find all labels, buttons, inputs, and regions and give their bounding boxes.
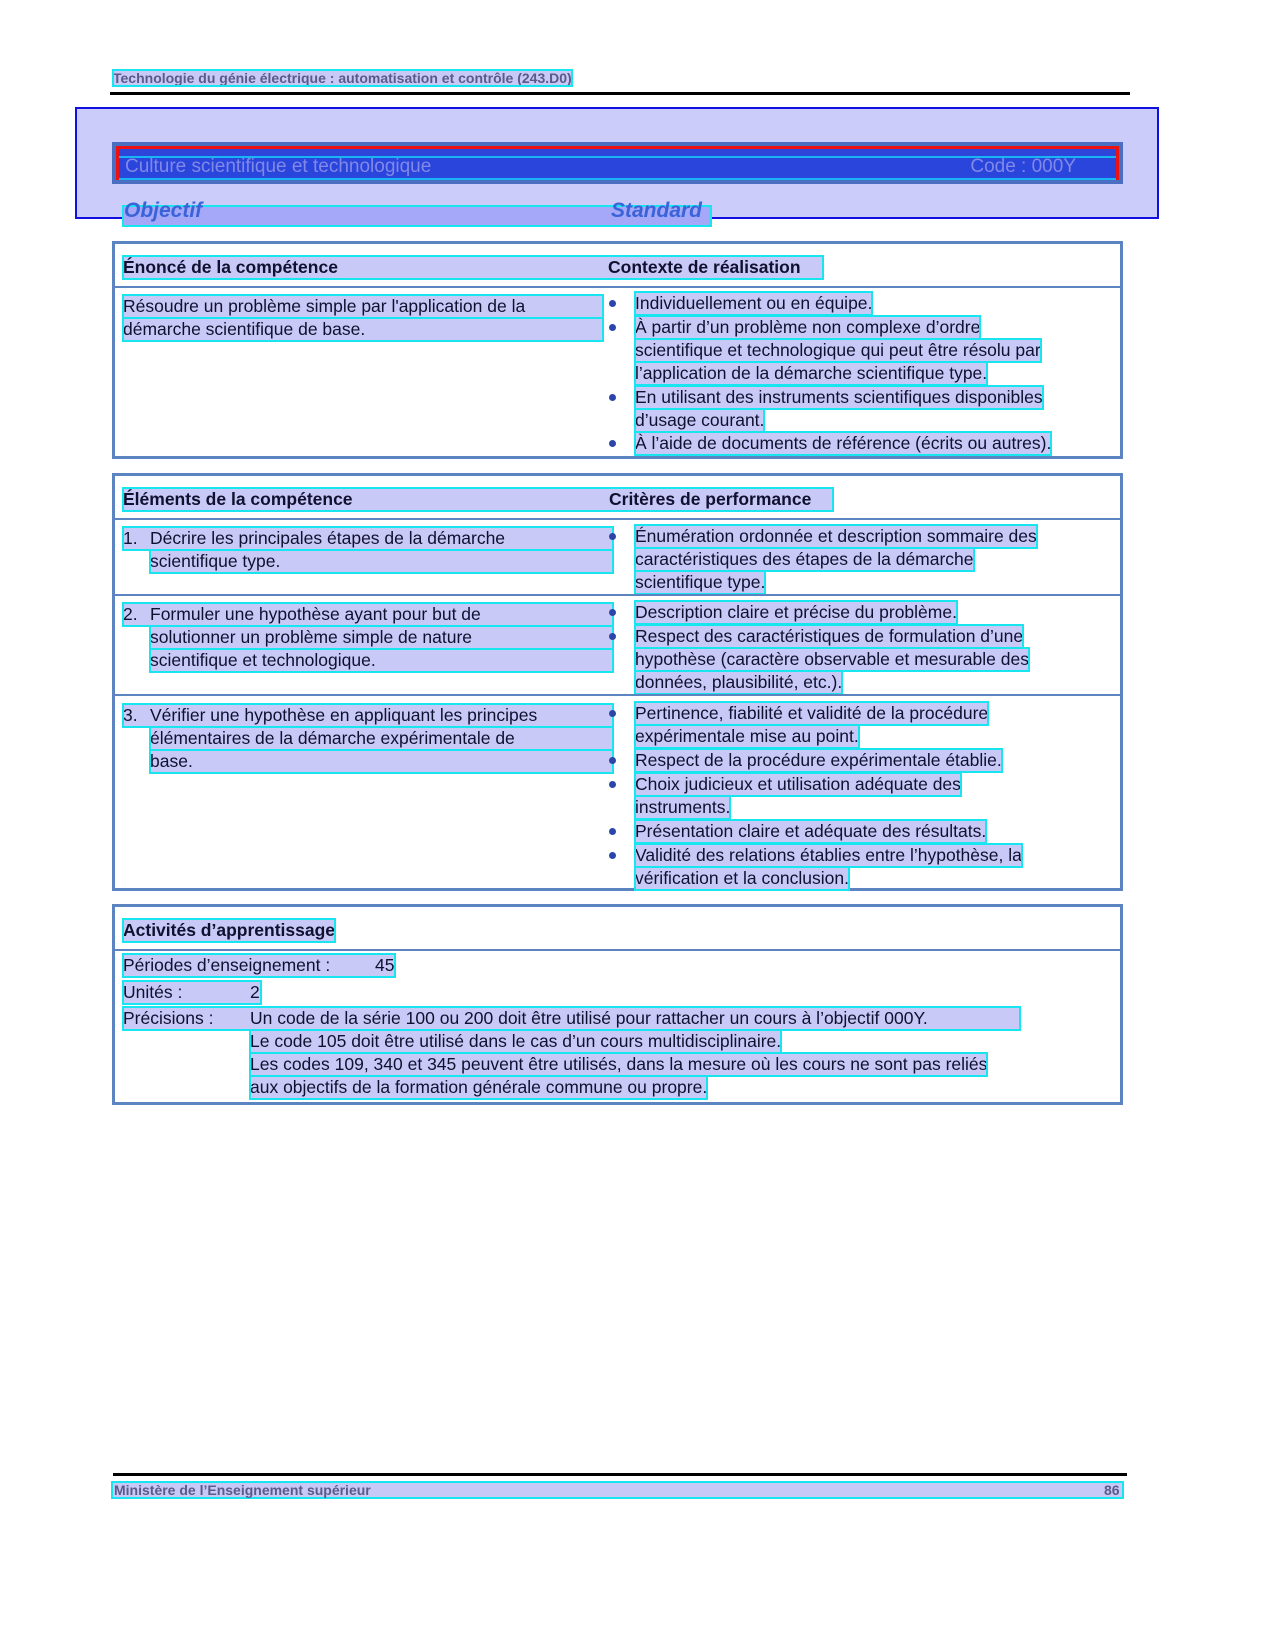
criterion-item: Respect de la procédure expérimentale établie. [635, 750, 1002, 770]
contexte-item: Individuellement ou en équipe. [635, 293, 873, 313]
enonce-text-line: démarche scientifique de base. [123, 318, 603, 341]
periodes-row [123, 954, 395, 977]
criterion-item: Pertinence, fiabilité et validité de la procédure [635, 703, 989, 723]
element-text-cont: élémentaires de la démarche expérimentale de [150, 727, 613, 750]
periodes-label: Périodes d’enseignement : [123, 955, 331, 975]
row-separator [115, 694, 1120, 696]
criterion-item-cont: hypothèse (caractère observable et mesurable des [635, 649, 1029, 669]
bullet-icon [609, 757, 616, 764]
criterion-item-cont: caractéristiques des étapes de la démarche [635, 549, 974, 569]
precisions-line: Les codes 109, 340 et 345 peuvent être utilisés, dans la mesure où les cours ne sont pas reliés [250, 1054, 988, 1074]
contexte-item: En utilisant des instruments scientifiques disponibles [635, 387, 1043, 407]
precisions-line: Un code de la série 100 ou 200 doit être utilisé pour rattacher un cours à l’objectif 000Y. [250, 1008, 928, 1028]
unites-value: 2 [250, 982, 260, 1002]
contexte-item-cont: l’application de la démarche scientifique type. [635, 363, 988, 383]
footer-ministry: Ministère de l’Enseignement supérieur [114, 1482, 371, 1498]
bullet-icon [609, 633, 616, 640]
criterion-item: Présentation claire et adéquate des résultats. [635, 821, 987, 841]
bullet-icon [609, 394, 616, 401]
element-number: 2. [123, 604, 138, 624]
bullet-icon [609, 852, 616, 859]
row-separator [115, 594, 1120, 596]
criterion-item-cont: données, plausibilité, etc.). [635, 672, 843, 692]
element-text-cont: solutionner un problème simple de nature [150, 626, 613, 649]
course-title: Culture scientifique et technologique [125, 156, 432, 177]
course-banner-inner [116, 146, 1119, 180]
elements-heading: Éléments de la compétence [123, 488, 833, 511]
activities-table [112, 904, 1123, 1105]
page-header-program-title: Technologie du génie électrique : automatisation et contrôle (243.D0) [113, 70, 572, 86]
contexte-item-cont: d’usage courant. [635, 410, 765, 430]
element-row-3 [123, 704, 613, 727]
contexte-item: À partir d’un problème non complexe d’ordre [635, 317, 981, 337]
element-text: Décrire les principales étapes de la démarche [150, 528, 506, 548]
criterion-item-cont: vérification et la conclusion. [635, 868, 849, 888]
element-number: 3. [123, 705, 138, 725]
bullet-icon [609, 828, 616, 835]
footer-page-number: 86 [1104, 1482, 1120, 1498]
element-number: 1. [123, 528, 138, 548]
bullet-icon [609, 710, 616, 717]
element-row-2 [123, 603, 613, 626]
bullet-icon [609, 781, 616, 788]
criterion-item-cont: instruments. [635, 797, 731, 817]
column-heading-standard: Standard [611, 199, 703, 222]
precisions-label: Précisions : [123, 1008, 214, 1028]
footer-rule [113, 1473, 1127, 1476]
criterion-item: Respect des caractéristiques de formulation d’une [635, 626, 1024, 646]
criteres-heading: Critères de performance [609, 489, 812, 509]
elements-table [112, 473, 1123, 891]
precisions-line: aux objectifs de la formation générale commune ou propre. [250, 1077, 708, 1097]
contexte-heading: Contexte de réalisation [608, 257, 801, 277]
activities-heading: Activités d’apprentissage [123, 920, 336, 940]
enonce-text-line: Résoudre un problème simple par l'application de la [123, 295, 603, 318]
enonce-heading: Énoncé de la compétence [123, 256, 823, 279]
contexte-item: À l’aide de documents de référence (écrits ou autres). [635, 433, 1052, 453]
header-rule [110, 92, 1130, 95]
course-banner [112, 142, 1123, 184]
element-text: Vérifier une hypothèse en appliquant les principes [150, 705, 538, 725]
column-heading-objectif: Objectif [124, 199, 203, 222]
precisions-row [123, 1007, 1020, 1030]
criterion-item: Choix judicieux et utilisation adéquate des [635, 774, 961, 794]
criterion-item: Énumération ordonnée et description sommaire des [635, 526, 1037, 546]
periodes-value: 45 [375, 955, 395, 975]
bullet-icon [609, 440, 616, 447]
element-text-cont: scientifique type. [150, 550, 613, 573]
bullet-icon [609, 300, 616, 307]
unites-row [123, 981, 261, 1004]
row-separator [115, 949, 1120, 951]
bullet-icon [609, 609, 616, 616]
bullet-icon [609, 533, 616, 540]
course-code: Code : 000Y [970, 156, 1076, 177]
criterion-item: Validité des relations établies entre l’hypothèse, la [635, 845, 1022, 865]
element-text: Formuler une hypothèse ayant pour but de [150, 604, 481, 624]
precisions-line: Le code 105 doit être utilisé dans le cas d’un cours multidisciplinaire. [250, 1031, 782, 1051]
unites-label: Unités : [123, 982, 183, 1002]
row-separator [115, 518, 1120, 520]
criterion-item-cont: expérimentale mise au point. [635, 726, 859, 746]
criterion-item: Description claire et précise du problème. [635, 602, 957, 622]
element-text-cont: scientifique et technologique. [150, 649, 613, 672]
contexte-item-cont: scientifique et technologique qui peut être résolu par [635, 340, 1041, 360]
row-separator [115, 286, 1120, 288]
criterion-item-cont: scientifique type. [635, 572, 766, 592]
element-row-1 [123, 527, 613, 550]
bullet-icon [609, 324, 616, 331]
element-text-cont: base. [150, 750, 613, 773]
competence-table [112, 241, 1123, 459]
